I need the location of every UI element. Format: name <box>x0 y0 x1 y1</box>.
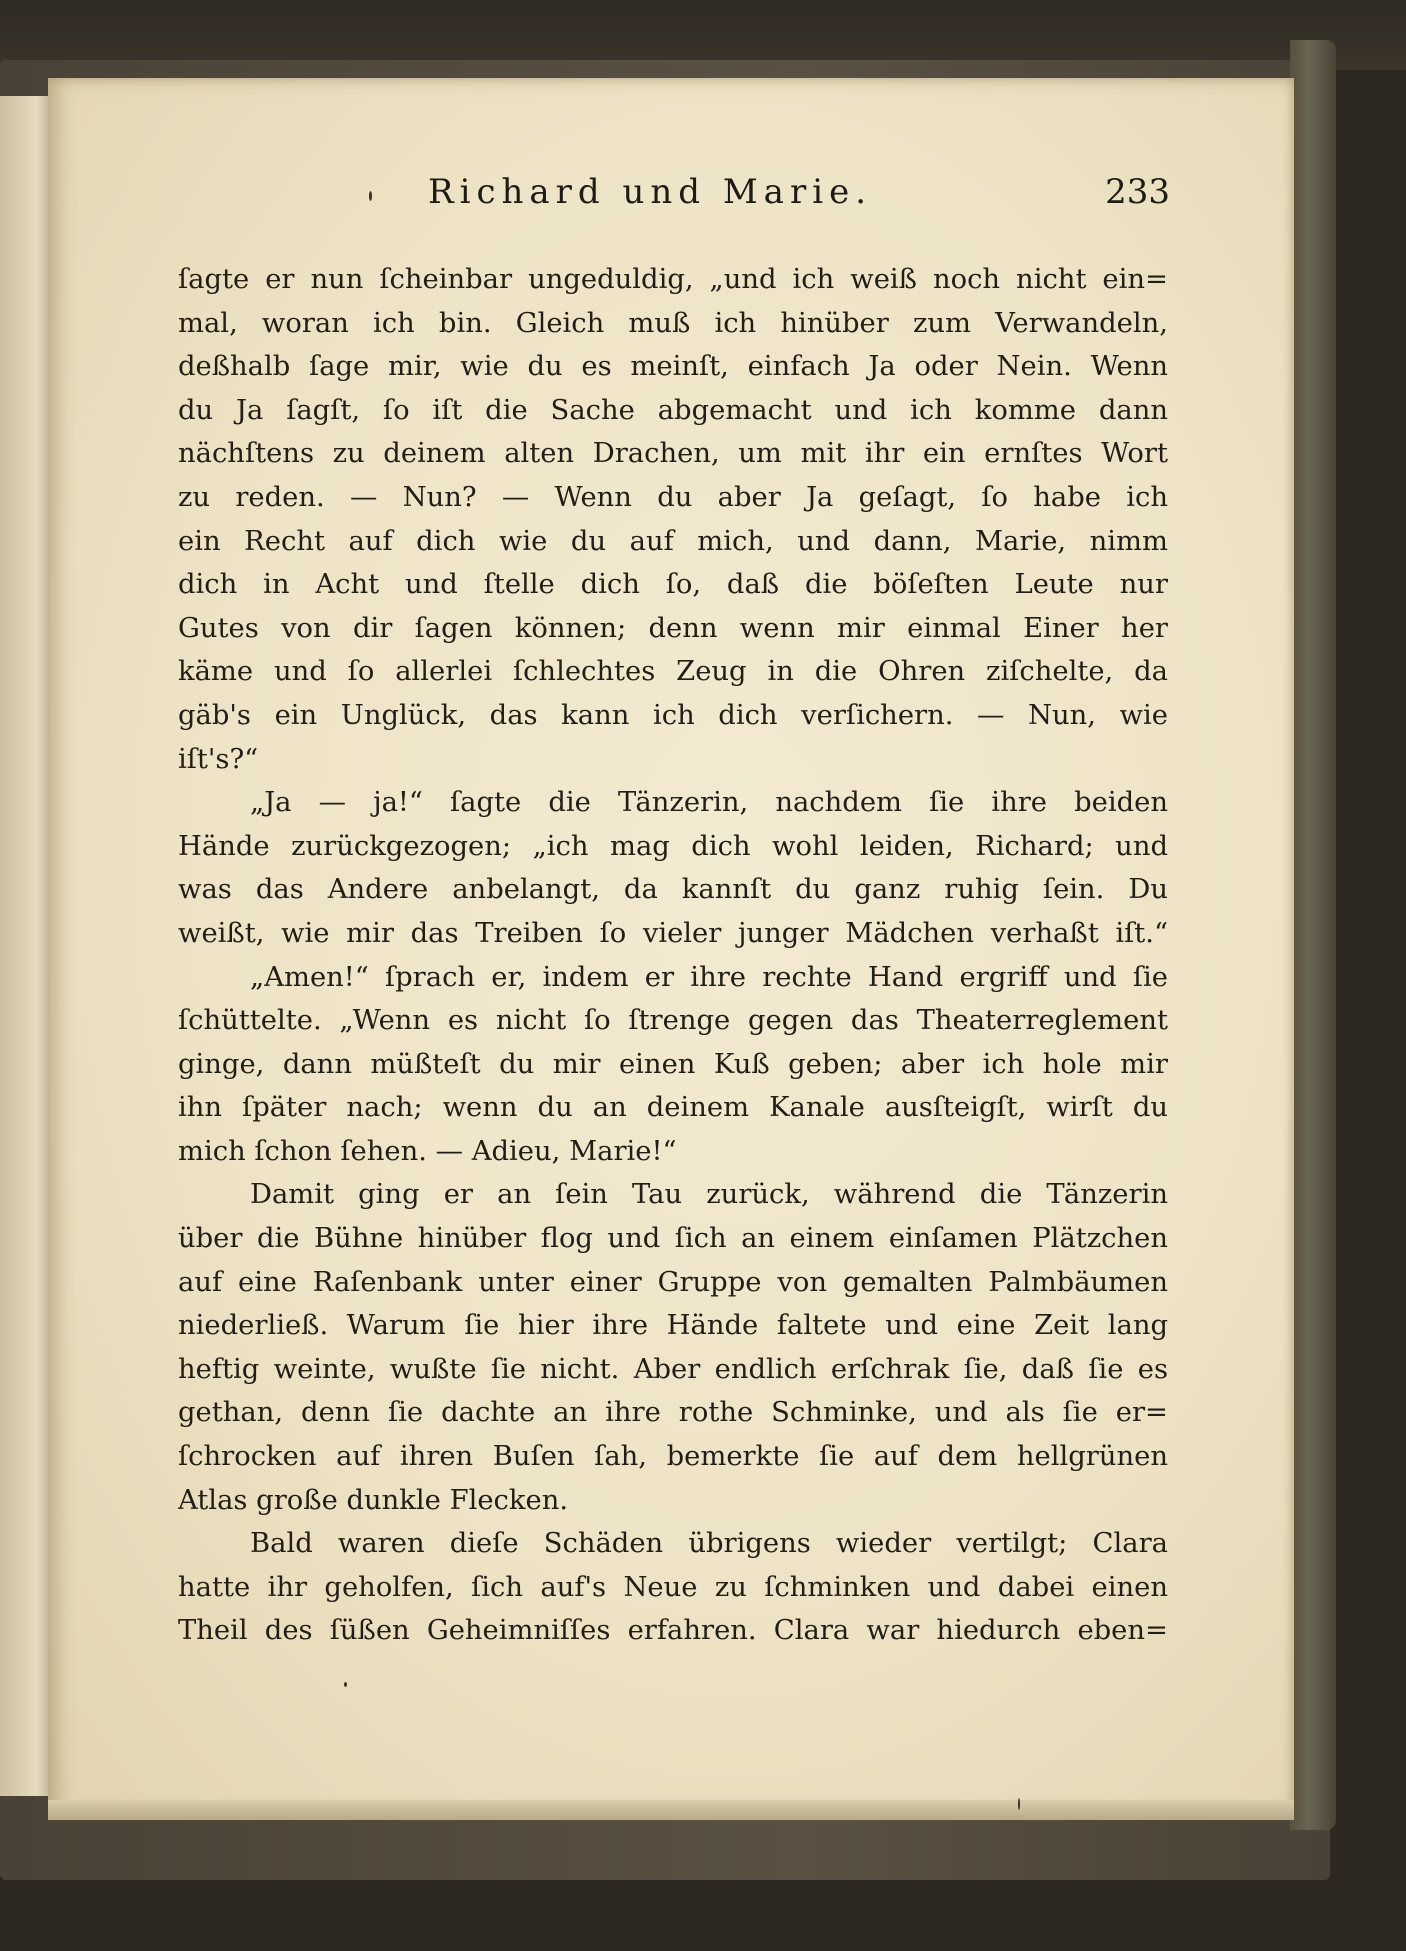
text-line: Atlas große dunkle Flecken. <box>178 1484 569 1516</box>
text-line: hatte ihr geholfen, ſich auf's Neue zu ſchminken und dabei einen <box>178 1571 1168 1603</box>
text-line: iſt's?“ <box>178 743 259 775</box>
text-line: ein Recht auf dich wie du auf mich, und dann, Marie, nimm <box>178 525 1168 557</box>
text-line: Theil des ſüßen Geheimniſſes erfahren. Clara war hiedurch eben= <box>178 1615 1168 1647</box>
text-line: deßhalb ſage mir, wie du es meinſt, einfach Ja oder Nein. Wenn <box>178 351 1168 383</box>
text-line: nächſtens zu deinem alten Drachen, um mit ihr ein ernſtes Wort <box>178 438 1168 470</box>
text-line: weißt, wie mir das Treiben ſo vieler junger Mädchen verhaßt iſt.“ <box>178 917 1168 949</box>
text-line: Hände zurückgezogen; „ich mag dich wohl leiden, Richard; und <box>178 830 1168 862</box>
text-line: ſchüttelte. „Wenn es nicht ſo ſtrenge gegen das Theaterreglement <box>178 1005 1168 1037</box>
ink-speck <box>369 191 372 201</box>
text-line: zu reden. — Nun? — Wenn du aber Ja geſagt, ſo habe ich <box>178 481 1168 513</box>
page-stack-edge <box>48 1800 1294 1820</box>
ink-speck <box>344 1682 347 1687</box>
text-line: gäb's ein Unglück, das kann ich dich verſichern. — Nun, wie <box>178 699 1168 731</box>
text-line: ihn ſpäter nach; wenn du an deinem Kanale ausſteigſt, wirſt du <box>178 1092 1168 1124</box>
text-line: dich in Acht und ſtelle dich ſo, daß die böſeſten Leute nur <box>178 569 1168 601</box>
page-number: 233 <box>1105 172 1170 212</box>
text-line: Bald waren dieſe Schäden übrigens wieder vertilgt; Clara <box>250 1528 1168 1560</box>
text-line: käme und ſo allerlei ſchlechtes Zeug in die Ohren ziſchelte, da <box>178 656 1168 688</box>
body-text <box>178 258 1168 1653</box>
text-line: ginge, dann müßteſt du mir einen Kuß geben; aber ich hole mir <box>178 1048 1168 1080</box>
text-line: mal, woran ich bin. Gleich muß ich hinüber zum Verwandeln, <box>178 307 1168 339</box>
book-cover-edge <box>1290 40 1336 1830</box>
text-line: über die Bühne hinüber flog und ſich an einem einſamen Plätzchen <box>178 1223 1168 1255</box>
text-line: heftig weinte, wußte ſie nicht. Aber endlich erſchrak ſie, daß ſie es <box>178 1353 1168 1385</box>
text-line: mich ſchon ſehen. — Adieu, Marie!“ <box>178 1135 677 1167</box>
text-line: Damit ging er an ſein Tau zurück, während die Tänzerin <box>250 1179 1168 1211</box>
text-line: du Ja ſagſt, ſo iſt die Sache abgemacht und ich komme dann <box>178 394 1168 426</box>
facing-page-edge <box>0 96 52 1796</box>
text-line: auf eine Raſenbank unter einer Gruppe von gemalten Palmbäumen <box>178 1266 1168 1298</box>
text-line: was das Andere anbelangt, da kannſt du ganz ruhig ſein. Du <box>178 874 1168 906</box>
text-line: „Ja — ja!“ ſagte die Tänzerin, nachdem ſie ihre beiden <box>250 787 1168 819</box>
running-title: Richard und Marie. <box>427 172 872 212</box>
running-head <box>130 172 1170 232</box>
ink-speck <box>1018 1798 1020 1810</box>
text-line: gethan, denn ſie dachte an ihre rothe Schminke, und als ſie er= <box>178 1397 1168 1429</box>
text-line: ſchrocken auf ihren Buſen ſah, bemerkte ſie auf dem hellgrünen <box>178 1441 1168 1473</box>
text-line: ſagte er nun ſcheinbar ungeduldig, „und ich weiß noch nicht ein= <box>178 264 1168 295</box>
text-line: niederließ. Warum ſie hier ihre Hände faltete und eine Zeit lang <box>178 1310 1168 1342</box>
text-line: Gutes von dir ſagen können; denn wenn mir einmal Einer her <box>178 612 1168 644</box>
text-line: „Amen!“ ſprach er, indem er ihre rechte Hand ergriff und ſie <box>250 961 1168 993</box>
